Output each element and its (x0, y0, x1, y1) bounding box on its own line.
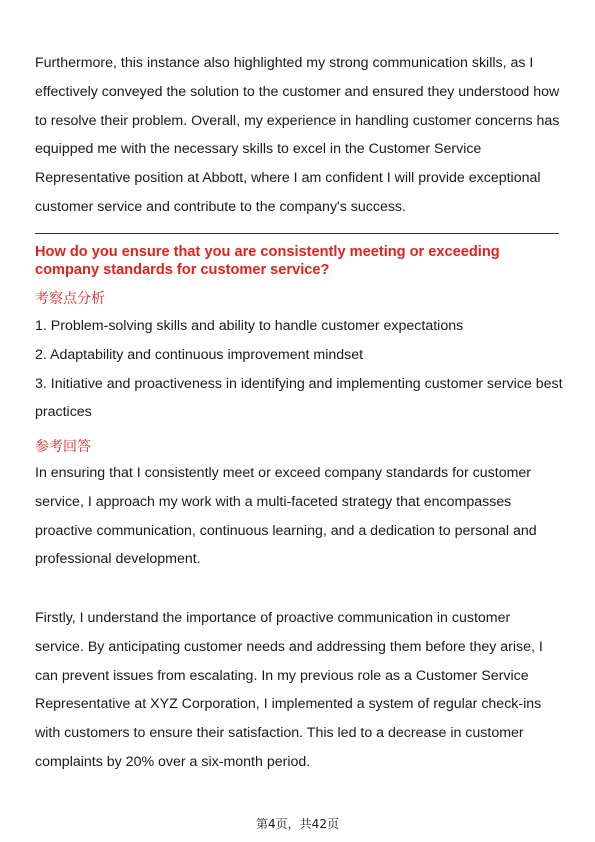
question-heading: How do you ensure that you are consistently meeting or exceeding company standards for customer service? (35, 244, 500, 278)
answer-paragraph: Firstly, I understand the importance of proactive communication in customer service. By anticipating customer needs and addressing them before they arise, I can prevent issues from escalating. In my previous role as a Customer Service Representative at XYZ Corporation, I implemented a system of regular check-ins with customers to ensure their satisfaction. This led to a decrease in customer complaints by 20% over a six-month period. (35, 610, 543, 770)
analysis-point: 2. Adaptability and continuous improvement mindset (35, 346, 364, 363)
answer-label: 参考回答 (35, 439, 91, 455)
analysis-point: 1. Problem-solving skills and ability to handle customer expectations (35, 318, 464, 334)
analysis-point: 3. Initiative and proactiveness in identifying and implementing customer service best practices (35, 375, 563, 421)
answer-paragraph: In ensuring that I consistently meet or exceed company standards for customer service, I approach my work with a multi-faceted strategy that encompasses proactive communication, continuous learning, and a dedication to personal and professional development. (35, 465, 537, 568)
analysis-label: 考察点分析 (35, 291, 105, 307)
section-divider (35, 233, 559, 234)
page-number: 第4页，共42页 (256, 817, 339, 831)
intro-paragraph: Furthermore, this instance also highlighted my strong communication skills, as I effectively conveyed the solution to the customer and ensured they understood how to resolve their problem. Overall, my experience in handling customer concerns has equipped me with the necessary skills to excel in the Customer Service Representative position at Abbott, where I am confident I will provide exceptional customer service and contribute to the company's success. (35, 55, 560, 215)
analysis-points (35, 312, 563, 427)
